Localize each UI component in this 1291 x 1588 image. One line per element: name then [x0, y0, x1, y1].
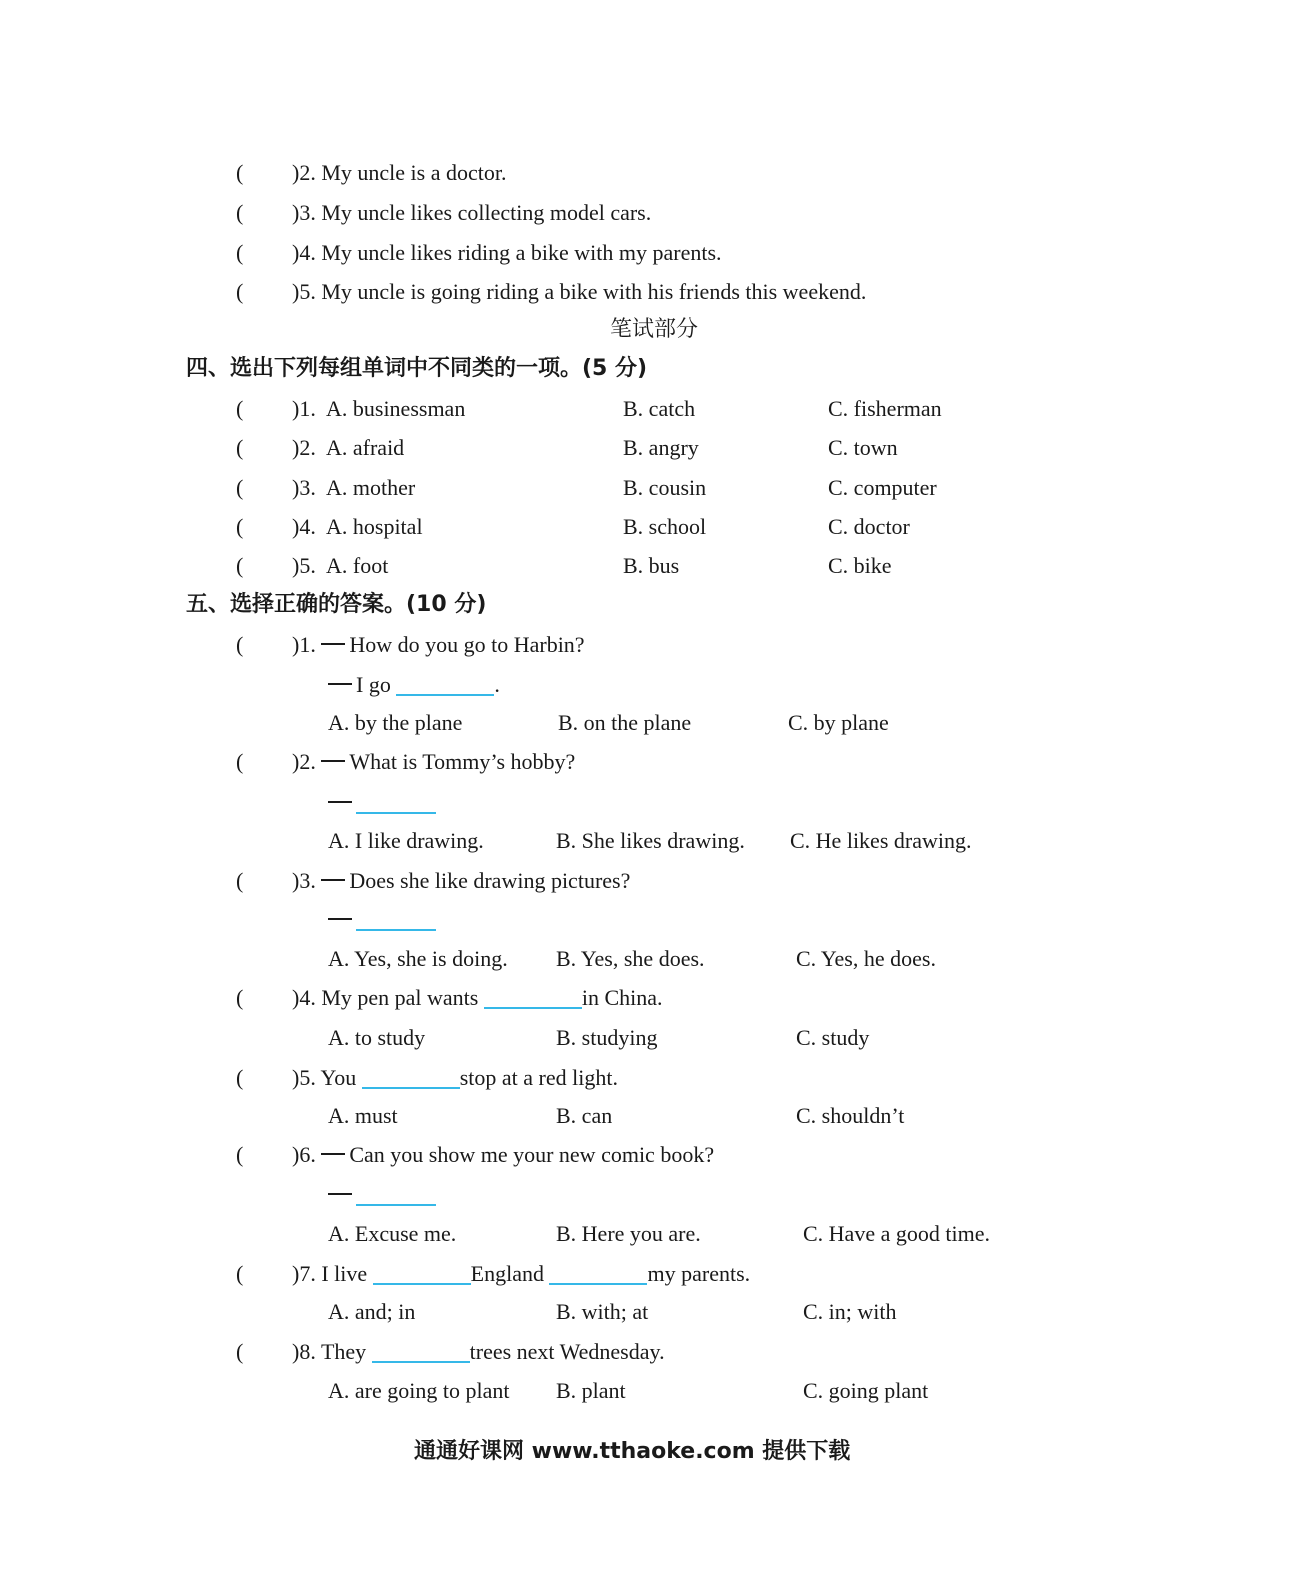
- answer-paren[interactable]: (: [236, 200, 244, 225]
- fill-blank[interactable]: [362, 1067, 460, 1089]
- s5-option-b: B. can: [556, 1103, 613, 1128]
- s5-q8-question: )8. They trees next Wednesday.: [292, 1339, 665, 1364]
- s5-q1-answer: I go .: [328, 672, 500, 698]
- answer-paren[interactable]: (: [236, 435, 244, 460]
- fill-blank[interactable]: [372, 1341, 470, 1363]
- s5-q1-question: )1. How do you go to Harbin?: [292, 632, 585, 657]
- section5-heading: 五、选择正确的答案。(10 分): [186, 592, 487, 617]
- s5-q2-answer: [328, 790, 436, 816]
- s4-option-b: B. cousin: [623, 475, 707, 500]
- s4-option-c: C. computer: [828, 475, 937, 500]
- s4-option-c: C. fisherman: [828, 396, 942, 421]
- answer-paren[interactable]: (: [236, 868, 244, 893]
- s4-option-a: A. hospital: [326, 514, 423, 539]
- s5-q6-answer: [328, 1182, 436, 1208]
- s5-option-a: A. and; in: [328, 1299, 416, 1324]
- fill-blank[interactable]: [396, 674, 494, 696]
- answer-paren[interactable]: (: [236, 749, 244, 774]
- s4-option-b: B. school: [623, 514, 707, 539]
- answer-paren[interactable]: (: [236, 632, 244, 657]
- s5-q3-question: )3. Does she like drawing pictures?: [292, 868, 631, 893]
- s5-option-c: C. going plant: [803, 1378, 929, 1403]
- fill-blank[interactable]: [484, 987, 582, 1009]
- s5-option-a: A. must: [328, 1103, 398, 1128]
- s4-item-num: )3.: [292, 475, 316, 500]
- s4-option-b: B. catch: [623, 396, 696, 421]
- fill-blank[interactable]: [356, 792, 436, 814]
- s4-option-a: A. afraid: [326, 435, 405, 460]
- s5-option-b: B. She likes drawing.: [556, 828, 745, 853]
- s5-q3-answer: [328, 907, 436, 933]
- answer-paren[interactable]: (: [236, 279, 244, 304]
- answer-paren[interactable]: (: [236, 1261, 244, 1286]
- answer-paren[interactable]: (: [236, 1339, 244, 1364]
- listening-item-5: )5. My uncle is going riding a bike with his friends this weekend.: [292, 279, 867, 304]
- s4-option-c: C. town: [828, 435, 898, 460]
- s5-option-c: C. study: [796, 1025, 870, 1050]
- s4-option-c: C. doctor: [828, 514, 910, 539]
- fill-blank[interactable]: [356, 909, 436, 931]
- fill-blank[interactable]: [373, 1263, 471, 1285]
- written-part-title: 笔试部分: [610, 317, 699, 342]
- s5-option-a: A. I like drawing.: [328, 828, 484, 853]
- answer-paren[interactable]: (: [236, 240, 244, 265]
- answer-paren[interactable]: (: [236, 475, 244, 500]
- s5-option-b: B. on the plane: [558, 710, 692, 735]
- fill-blank[interactable]: [356, 1184, 436, 1206]
- s5-option-a: A. by the plane: [328, 710, 463, 735]
- s5-option-c: C. He likes drawing.: [790, 828, 972, 853]
- s5-option-a: A. Yes, she is doing.: [328, 946, 508, 971]
- s5-option-b: B. studying: [556, 1025, 658, 1050]
- s4-item-num: )5.: [292, 553, 316, 578]
- s5-option-b: B. with; at: [556, 1299, 649, 1324]
- s5-option-c: C. shouldn’t: [796, 1103, 905, 1128]
- s4-option-a: A. foot: [326, 553, 389, 578]
- answer-paren[interactable]: (: [236, 1142, 244, 1167]
- s5-q5-question: )5. You stop at a red light.: [292, 1065, 618, 1090]
- answer-paren[interactable]: (: [236, 985, 244, 1010]
- s5-option-c: C. Yes, he does.: [796, 946, 936, 971]
- s4-option-b: B. angry: [623, 435, 699, 460]
- s4-option-c: C. bike: [828, 553, 892, 578]
- s4-option-a: A. businessman: [326, 396, 466, 421]
- s5-option-c: C. by plane: [788, 710, 889, 735]
- listening-item-3: )3. My uncle likes collecting model cars.: [292, 200, 652, 225]
- s4-item-num: )2.: [292, 435, 316, 460]
- answer-paren[interactable]: (: [236, 1065, 244, 1090]
- s5-q6-question: )6. Can you show me your new comic book?: [292, 1142, 715, 1167]
- s4-item-num: )4.: [292, 514, 316, 539]
- s4-option-a: A. mother: [326, 475, 416, 500]
- listening-item-4: )4. My uncle likes riding a bike with my parents.: [292, 240, 722, 265]
- s5-q2-question: )2. What is Tommy’s hobby?: [292, 749, 576, 774]
- s5-q4-question: )4. My pen pal wants in China.: [292, 985, 663, 1010]
- answer-paren[interactable]: (: [236, 396, 244, 421]
- s5-q7-question: )7. I live England my parents.: [292, 1261, 751, 1286]
- s4-item-num: )1.: [292, 396, 316, 421]
- s5-option-b: B. plant: [556, 1378, 626, 1403]
- s5-option-a: A. are going to plant: [328, 1378, 510, 1403]
- s5-option-b: B. Here you are.: [556, 1221, 701, 1246]
- section4-heading: 四、选出下列每组单词中不同类的一项。(5 分): [186, 356, 648, 381]
- s4-option-b: B. bus: [623, 553, 680, 578]
- answer-paren[interactable]: (: [236, 553, 244, 578]
- s5-option-a: A. to study: [328, 1025, 426, 1050]
- answer-paren[interactable]: (: [236, 514, 244, 539]
- s5-option-b: B. Yes, she does.: [556, 946, 705, 971]
- listening-item-2: )2. My uncle is a doctor.: [292, 160, 507, 185]
- s5-option-c: C. Have a good time.: [803, 1221, 990, 1246]
- answer-paren[interactable]: (: [236, 160, 244, 185]
- s5-option-c: C. in; with: [803, 1299, 897, 1324]
- footer-download-note: 通通好课网 www.tthaoke.com 提供下载: [414, 1439, 851, 1464]
- s5-option-a: A. Excuse me.: [328, 1221, 457, 1246]
- fill-blank[interactable]: [549, 1263, 647, 1285]
